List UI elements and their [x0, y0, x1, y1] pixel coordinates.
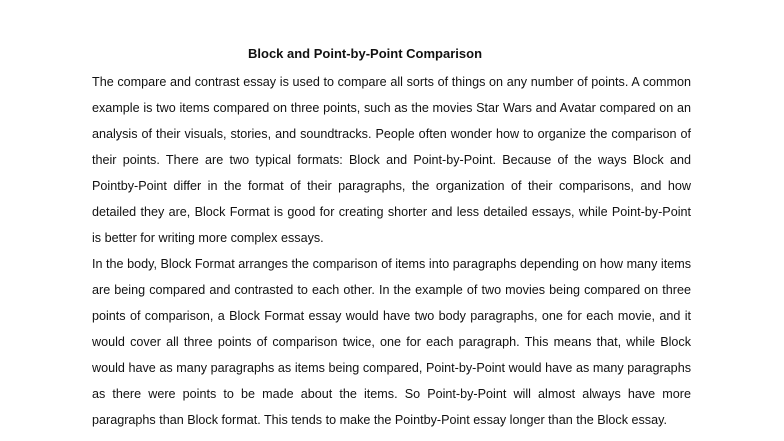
- document-title: Block and Point-by-Point Comparison: [248, 46, 483, 61]
- paragraph-body: In the body, Block Format arranges the comparison of items into paragraphs depending on how many items are being compared and contrasted to each other. In the example of two movies being compared on three points of comparison, a Block Format essay would have two body paragraphs, one for each movie, and it would cover all three points of comparison twice, one for each paragraph. This means that, while Block would have as many paragraphs as items being compared, Point-by-Point would have as many paragraphs as there were points to be made about the items. So Point-by-Point will almost always have more paragraphs than Block format. This tends to make the Pointby-Point essay longer than the Block essay.: [92, 257, 691, 427]
- paragraph-intro: The compare and contrast essay is used to compare all sorts of things on any number of points. A common example is two items compared on three points, such as the movies Star Wars and Avatar compared on an analysis of their visuals, stories, and soundtracks. People often wonder how to organize the comparison of their points. There are two typical formats: Block and Point-by-Point. Because of the ways Block and Pointby-Point differ in the format of their paragraphs, the organization of their comparisons, and how detailed they are, Block Format is good for creating shorter and less detailed essays, while Point-by-Point is better for writing more complex essays.: [92, 75, 691, 245]
